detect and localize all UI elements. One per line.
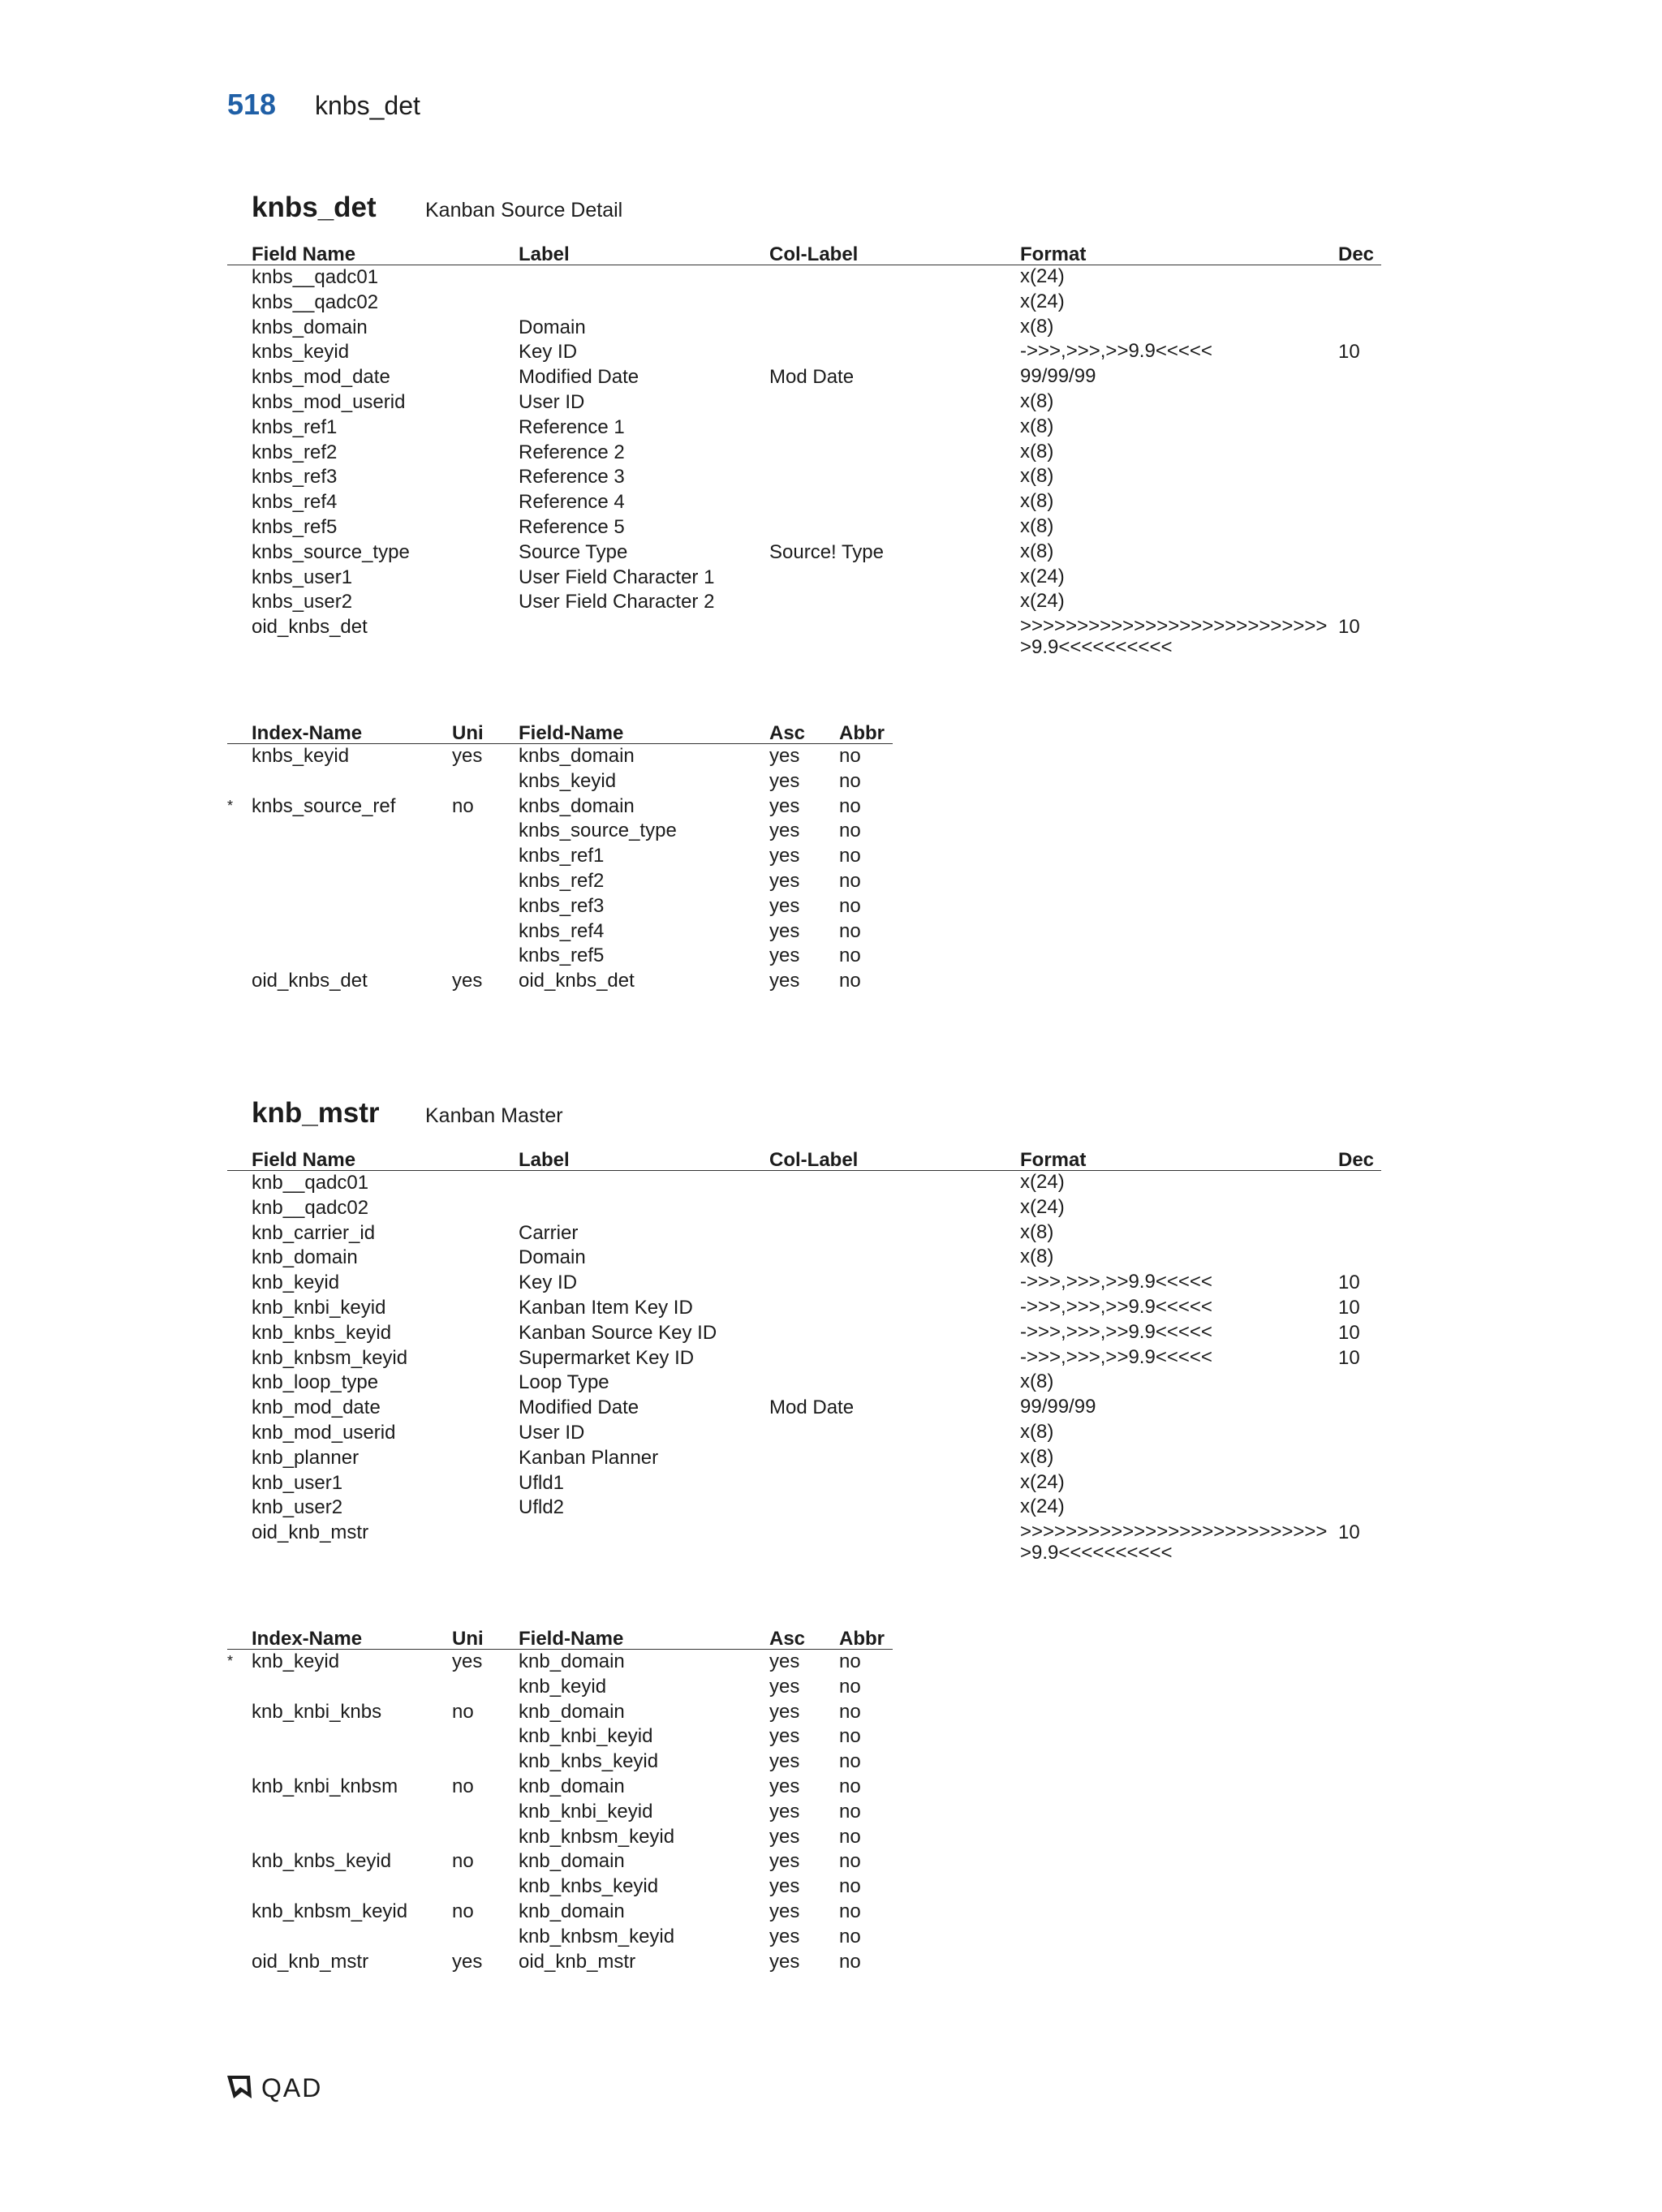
abbr-cell: no xyxy=(839,1825,861,1848)
unique-cell: no xyxy=(452,794,474,817)
table-row xyxy=(227,340,1381,365)
field-name-cell: knbs_keyid xyxy=(252,341,350,364)
unique-cell: no xyxy=(452,1775,474,1797)
unique-cell: no xyxy=(452,1850,474,1873)
label-cell: Kanban Planner xyxy=(519,1446,659,1469)
label-cell: Reference 2 xyxy=(519,441,625,463)
label-cell: Modified Date xyxy=(519,1396,639,1419)
abbr-cell: no xyxy=(839,1750,861,1773)
format-cell: x(24) xyxy=(1020,590,1065,613)
abbr-cell: no xyxy=(839,1700,861,1723)
field-rows xyxy=(227,265,1381,659)
table-row xyxy=(227,566,1381,591)
format-cell: x(8) xyxy=(1020,1420,1054,1443)
abbr-cell: no xyxy=(839,869,861,892)
label-cell: Modified Date xyxy=(519,366,639,389)
table-row xyxy=(227,1271,1381,1296)
field-name-cell: knb_knbsm_keyid xyxy=(252,1346,408,1369)
asc-cell: yes xyxy=(769,1750,800,1773)
table-row xyxy=(227,265,1381,290)
abbr-cell: no xyxy=(839,1775,861,1797)
table-row xyxy=(227,969,893,994)
format-cell: x(8) xyxy=(1020,465,1054,488)
field-name-cell: knb_knbi_keyid xyxy=(252,1296,386,1319)
header-label: Label xyxy=(519,243,570,265)
table-row xyxy=(227,390,1381,415)
index-field-cell: knb_domain xyxy=(519,1900,625,1922)
table-row xyxy=(227,1396,1381,1421)
index-field-cell: knbs_domain xyxy=(519,745,635,767)
abbr-cell: no xyxy=(839,1650,861,1672)
field-name-cell: knb__qadc02 xyxy=(252,1196,369,1219)
index-field-cell: knbs_domain xyxy=(519,794,635,817)
header-abbr: Abbr xyxy=(839,1628,885,1650)
abbr-cell: no xyxy=(839,1875,861,1898)
col-label-cell: Mod Date xyxy=(769,366,855,389)
format-cell: x(8) xyxy=(1020,415,1054,437)
index-field-cell: knb_knbsm_keyid xyxy=(519,1925,675,1947)
table-row xyxy=(227,819,893,844)
asc-cell: yes xyxy=(769,945,800,967)
label-cell: Key ID xyxy=(519,341,578,364)
dec-cell: 10 xyxy=(1338,1296,1360,1319)
asc-cell: yes xyxy=(769,845,800,867)
abbr-cell: no xyxy=(839,970,861,992)
abbr-cell: no xyxy=(839,794,861,817)
asc-cell: yes xyxy=(769,794,800,817)
table-row xyxy=(227,919,893,945)
table-row xyxy=(227,1749,893,1775)
field-name-cell: knbs__qadc02 xyxy=(252,290,379,313)
table-name: knbs_det xyxy=(252,192,377,223)
page-number: 518 xyxy=(227,88,277,121)
header-asc: Asc xyxy=(769,1628,806,1650)
format-cell: x(24) xyxy=(1020,1470,1065,1493)
field-table-header xyxy=(227,235,1381,265)
asc-cell: yes xyxy=(769,970,800,992)
table-row xyxy=(227,490,1381,515)
primary-index-marker: * xyxy=(227,1653,234,1669)
table-row xyxy=(227,465,1381,490)
index-field-cell: oid_knb_mstr xyxy=(519,1950,636,1973)
table-row xyxy=(227,415,1381,441)
format-cell: ->>>,>>>,>>9.9<<<<< xyxy=(1020,1271,1212,1293)
col-label-cell: Mod Date xyxy=(769,1396,855,1419)
field-name-cell: knbs_source_type xyxy=(252,540,410,563)
table-row xyxy=(227,1296,1381,1321)
format-cell: x(24) xyxy=(1020,1195,1065,1218)
index-field-cell: knbs_ref2 xyxy=(519,869,605,892)
abbr-cell: no xyxy=(839,820,861,842)
table-row xyxy=(227,1521,1381,1564)
field-name-cell: knb_mod_userid xyxy=(252,1421,396,1444)
asc-cell: yes xyxy=(769,869,800,892)
index-field-cell: knb_domain xyxy=(519,1775,625,1797)
format-cell: x(24) xyxy=(1020,1495,1065,1518)
index-table xyxy=(227,1620,893,1974)
index-name-cell: knb_knbi_knbsm xyxy=(252,1775,398,1797)
format-cell: x(8) xyxy=(1020,1371,1054,1393)
index-field-cell: knb_knbs_keyid xyxy=(519,1875,659,1898)
asc-cell: yes xyxy=(769,919,800,942)
asc-cell: yes xyxy=(769,1800,800,1823)
format-cell: x(24) xyxy=(1020,265,1065,287)
table-row xyxy=(227,1650,893,1675)
table-row xyxy=(227,1471,1381,1496)
index-field-cell: knbs_ref4 xyxy=(519,919,605,942)
format-cell: 99/99/99 xyxy=(1020,365,1096,388)
index-field-cell: knbs_ref5 xyxy=(519,945,605,967)
field-name-cell: knbs_ref4 xyxy=(252,491,338,514)
table-row xyxy=(227,615,1381,659)
format-cell: x(8) xyxy=(1020,389,1054,412)
index-field-cell: knbs_keyid xyxy=(519,769,617,792)
field-name-cell: knbs_ref2 xyxy=(252,441,338,463)
field-name-cell: knbs_domain xyxy=(252,316,368,338)
table-row xyxy=(227,1700,893,1725)
unique-cell: yes xyxy=(452,745,483,767)
table-row xyxy=(227,1321,1381,1346)
unique-cell: no xyxy=(452,1900,474,1922)
dec-cell: 10 xyxy=(1338,1521,1360,1544)
unique-cell: yes xyxy=(452,1950,483,1973)
label-cell: Reference 5 xyxy=(519,515,625,538)
table-name: knb_mstr xyxy=(252,1097,380,1129)
index-name-cell: knb_keyid xyxy=(252,1650,340,1672)
index-field-cell: knb_knbi_keyid xyxy=(519,1800,653,1823)
asc-cell: yes xyxy=(769,1925,800,1947)
table-row xyxy=(227,1171,1381,1196)
dec-cell: 10 xyxy=(1338,1321,1360,1344)
index-field-cell: knb_domain xyxy=(519,1650,625,1672)
format-cell: ->>>,>>>,>>9.9<<<<< xyxy=(1020,1320,1212,1343)
index-name-cell: knbs_source_ref xyxy=(252,794,396,817)
index-field-cell: knb_domain xyxy=(519,1700,625,1723)
col-label-cell: Source! Type xyxy=(769,540,884,563)
unique-cell: yes xyxy=(452,970,483,992)
field-rows xyxy=(227,1171,1381,1564)
format-cell: x(8) xyxy=(1020,315,1054,338)
field-name-cell: knbs__qadc01 xyxy=(252,266,379,288)
label-cell: User Field Character 1 xyxy=(519,566,715,588)
table-row xyxy=(227,1849,893,1874)
index-rows xyxy=(227,744,893,994)
label-cell: User Field Character 2 xyxy=(519,591,715,613)
index-rows xyxy=(227,1650,893,1974)
asc-cell: yes xyxy=(769,745,800,767)
table-row xyxy=(227,1775,893,1800)
table-row xyxy=(227,1421,1381,1446)
label-cell: Reference 1 xyxy=(519,415,625,438)
header-field-name: Field-Name xyxy=(519,722,624,744)
table-row xyxy=(227,1446,1381,1471)
table-row xyxy=(227,1246,1381,1271)
index-field-cell: knbs_ref1 xyxy=(519,845,605,867)
field-name-cell: knb_keyid xyxy=(252,1272,340,1294)
abbr-cell: no xyxy=(839,1925,861,1947)
index-field-cell: knb_domain xyxy=(519,1850,625,1873)
index-name-cell: knbs_keyid xyxy=(252,745,350,767)
field-name-cell: knbs_ref3 xyxy=(252,466,338,488)
header-asc: Asc xyxy=(769,722,806,744)
format-cell: 99/99/99 xyxy=(1020,1396,1096,1418)
format-cell: ->>>,>>>,>>9.9<<<<< xyxy=(1020,340,1212,363)
label-cell: Supermarket Key ID xyxy=(519,1346,695,1369)
header-index-name: Index-Name xyxy=(252,722,363,744)
format-cell: ->>>,>>>,>>9.9<<<<< xyxy=(1020,1345,1212,1368)
field-name-cell: knb_loop_type xyxy=(252,1371,379,1394)
table-row xyxy=(227,1874,893,1900)
index-field-cell: knb_knbsm_keyid xyxy=(519,1825,675,1848)
table-row xyxy=(227,769,893,794)
index-table xyxy=(227,714,893,994)
qad-logo-text: QAD xyxy=(261,2073,323,2102)
field-name-cell: oid_knb_mstr xyxy=(252,1521,369,1544)
index-field-cell: oid_knbs_det xyxy=(519,970,635,992)
table-row xyxy=(227,1495,1381,1521)
abbr-cell: no xyxy=(839,945,861,967)
table-row xyxy=(227,290,1381,316)
field-name-cell: knb_user1 xyxy=(252,1471,343,1494)
field-table xyxy=(227,235,1381,659)
header-format: Format xyxy=(1020,243,1087,265)
asc-cell: yes xyxy=(769,820,800,842)
table-row xyxy=(227,540,1381,566)
table-row xyxy=(227,1346,1381,1371)
label-cell: User ID xyxy=(519,390,585,413)
index-field-cell: knbs_ref3 xyxy=(519,894,605,917)
table-row xyxy=(227,1675,893,1700)
field-table-header xyxy=(227,1141,1381,1170)
index-name-cell: knb_knbs_keyid xyxy=(252,1850,392,1873)
table-row xyxy=(227,1196,1381,1221)
table-row xyxy=(227,1900,893,1925)
asc-cell: yes xyxy=(769,1775,800,1797)
table-row xyxy=(227,1925,893,1950)
label-cell: Key ID xyxy=(519,1272,578,1294)
asc-cell: yes xyxy=(769,769,800,792)
label-cell: Domain xyxy=(519,1246,586,1269)
asc-cell: yes xyxy=(769,1950,800,1973)
table-row xyxy=(227,1950,893,1975)
table-description: Kanban Master xyxy=(425,1104,563,1127)
label-cell: Ufld2 xyxy=(519,1496,565,1519)
header-field-name: Field Name xyxy=(252,1149,356,1171)
abbr-cell: no xyxy=(839,1950,861,1973)
table-row xyxy=(227,894,893,919)
label-cell: User ID xyxy=(519,1421,585,1444)
table-row xyxy=(227,1221,1381,1246)
format-cell: >>>>>>>>>>>>>>>>>>>>>>>>>>>>9.9<<<<<<<<<< xyxy=(1020,615,1328,659)
format-cell: x(8) xyxy=(1020,490,1054,513)
header-dec: Dec xyxy=(1338,1149,1375,1171)
index-table-header xyxy=(227,1620,893,1649)
table-row xyxy=(227,1825,893,1850)
header-abbr: Abbr xyxy=(839,722,885,744)
unique-cell: yes xyxy=(452,1650,483,1672)
format-cell: x(24) xyxy=(1020,290,1065,312)
index-field-cell: knb_knbs_keyid xyxy=(519,1750,659,1773)
running-title: knbs_det xyxy=(315,91,420,120)
field-name-cell: knbs_mod_date xyxy=(252,366,390,389)
table-row xyxy=(227,515,1381,540)
table-row xyxy=(227,441,1381,466)
table-row xyxy=(227,794,893,820)
dec-cell: 10 xyxy=(1338,616,1360,639)
abbr-cell: no xyxy=(839,1800,861,1823)
dec-cell: 10 xyxy=(1338,341,1360,364)
format-cell: x(8) xyxy=(1020,540,1054,562)
field-name-cell: knb_domain xyxy=(252,1246,358,1269)
asc-cell: yes xyxy=(769,1875,800,1898)
field-name-cell: knbs_ref5 xyxy=(252,515,338,538)
index-name-cell: knb_knbsm_keyid xyxy=(252,1900,408,1922)
asc-cell: yes xyxy=(769,1700,800,1723)
field-name-cell: knb_user2 xyxy=(252,1496,343,1519)
field-name-cell: knbs_user2 xyxy=(252,591,353,613)
index-name-cell: oid_knbs_det xyxy=(252,970,368,992)
asc-cell: yes xyxy=(769,1850,800,1873)
table-row xyxy=(227,744,893,769)
label-cell: Ufld1 xyxy=(519,1471,565,1494)
header-label: Label xyxy=(519,1149,570,1171)
abbr-cell: no xyxy=(839,769,861,792)
table-row xyxy=(227,590,1381,615)
primary-index-marker: * xyxy=(227,797,234,814)
qad-logo xyxy=(226,2071,372,2103)
abbr-cell: no xyxy=(839,745,861,767)
label-cell: Kanban Source Key ID xyxy=(519,1321,717,1344)
label-cell: Loop Type xyxy=(519,1371,609,1394)
header-index-name: Index-Name xyxy=(252,1628,363,1650)
dec-cell: 10 xyxy=(1338,1272,1360,1294)
asc-cell: yes xyxy=(769,894,800,917)
header-uni: Uni xyxy=(452,1628,484,1650)
table-row xyxy=(227,869,893,894)
format-cell: x(24) xyxy=(1020,1171,1065,1193)
index-name-cell: oid_knb_mstr xyxy=(252,1950,369,1973)
field-name-cell: knb_knbs_keyid xyxy=(252,1321,392,1344)
header-field-name: Field-Name xyxy=(519,1628,624,1650)
label-cell: Reference 3 xyxy=(519,466,625,488)
asc-cell: yes xyxy=(769,1900,800,1922)
label-cell: Kanban Item Key ID xyxy=(519,1296,693,1319)
format-cell: >>>>>>>>>>>>>>>>>>>>>>>>>>>>9.9<<<<<<<<<< xyxy=(1020,1521,1328,1564)
field-name-cell: knb_mod_date xyxy=(252,1396,381,1419)
header-uni: Uni xyxy=(452,722,484,744)
dec-cell: 10 xyxy=(1338,1346,1360,1369)
table-description: Kanban Source Detail xyxy=(425,199,623,222)
asc-cell: yes xyxy=(769,1650,800,1672)
abbr-cell: no xyxy=(839,894,861,917)
asc-cell: yes xyxy=(769,1675,800,1698)
format-cell: x(8) xyxy=(1020,514,1054,537)
format-cell: ->>>,>>>,>>9.9<<<<< xyxy=(1020,1295,1212,1318)
index-name-cell: knb_knbi_knbs xyxy=(252,1700,382,1723)
format-cell: x(8) xyxy=(1020,1445,1054,1468)
table-row xyxy=(227,316,1381,341)
label-cell: Carrier xyxy=(519,1221,579,1244)
field-table xyxy=(227,1141,1381,1564)
format-cell: x(24) xyxy=(1020,565,1065,587)
asc-cell: yes xyxy=(769,1825,800,1848)
table-row xyxy=(227,844,893,869)
index-field-cell: knbs_source_type xyxy=(519,820,677,842)
abbr-cell: no xyxy=(839,1725,861,1748)
field-name-cell: knb_carrier_id xyxy=(252,1221,376,1244)
unique-cell: no xyxy=(452,1700,474,1723)
asc-cell: yes xyxy=(769,1725,800,1748)
header-format: Format xyxy=(1020,1149,1087,1171)
header-field-name: Field Name xyxy=(252,243,356,265)
index-field-cell: knb_knbi_keyid xyxy=(519,1725,653,1748)
abbr-cell: no xyxy=(839,1850,861,1873)
header-col-label: Col-Label xyxy=(769,243,859,265)
index-table-header xyxy=(227,714,893,743)
format-cell: x(8) xyxy=(1020,1246,1054,1268)
header-dec: Dec xyxy=(1338,243,1375,265)
table-row xyxy=(227,365,1381,390)
label-cell: Domain xyxy=(519,316,586,338)
header-col-label: Col-Label xyxy=(769,1149,859,1171)
abbr-cell: no xyxy=(839,845,861,867)
field-name-cell: knbs_mod_userid xyxy=(252,390,406,413)
abbr-cell: no xyxy=(839,1900,861,1922)
index-field-cell: knb_keyid xyxy=(519,1675,607,1698)
table-row xyxy=(227,1800,893,1825)
field-name-cell: knbs_ref1 xyxy=(252,415,338,438)
format-cell: x(8) xyxy=(1020,440,1054,463)
table-row xyxy=(227,944,893,969)
table-row xyxy=(227,1724,893,1749)
table-row xyxy=(227,1371,1381,1396)
field-name-cell: oid_knbs_det xyxy=(252,616,368,639)
field-name-cell: knbs_user1 xyxy=(252,566,353,588)
abbr-cell: no xyxy=(839,919,861,942)
field-name-cell: knb_planner xyxy=(252,1446,360,1469)
format-cell: x(8) xyxy=(1020,1220,1054,1243)
label-cell: Source Type xyxy=(519,540,628,563)
abbr-cell: no xyxy=(839,1675,861,1698)
field-name-cell: knb__qadc01 xyxy=(252,1172,369,1194)
label-cell: Reference 4 xyxy=(519,491,625,514)
